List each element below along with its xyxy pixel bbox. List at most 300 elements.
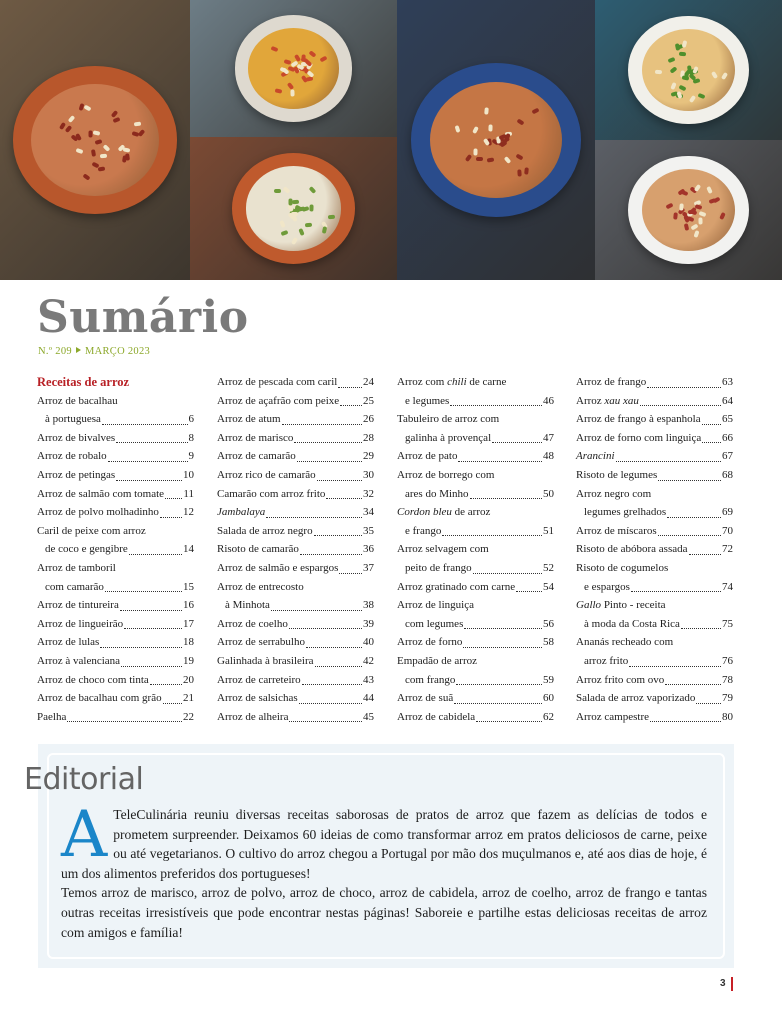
food-speck — [473, 149, 477, 156]
toc-entry-page: 45 — [363, 710, 374, 723]
toc-leader-dots — [458, 461, 542, 462]
toc-entry-label: Tabuleiro de arroz com — [397, 413, 500, 426]
editorial-paragraph-1: TeleCulinária reuniu diversas receitas saborosas de pratos de arroz que fazem as delícias de todos e prometem surpreender. Deixamos 60 ideias de como transformar arroz em pratos deliciosos de carne, peixe ou até vegetarianos. O cultivo do arroz chegou a Portugal por mão dos muçulmanos e, até aos dias de hoje, é um dos alimentos preferidos dos portugueses! — [61, 807, 707, 881]
toc-leader-dots — [282, 424, 362, 425]
toc-entry[interactable] — [37, 522, 194, 541]
toc-entry-page: 38 — [363, 599, 374, 612]
toc-entry-page: 40 — [363, 636, 374, 649]
toc-entry-page: 20 — [183, 673, 194, 686]
toc-entry-label: galinha à provençal — [405, 431, 492, 444]
toc-entry[interactable] — [397, 633, 554, 652]
editorial-heading: Editorial — [24, 762, 144, 797]
toc-entry-label: Arroz de serrabulho — [217, 636, 305, 649]
toc-entry-label: de coco e gengibre — [45, 543, 128, 556]
food-speck — [291, 212, 298, 216]
toc-entry[interactable] — [576, 485, 733, 504]
toc-entry-page: 47 — [543, 431, 554, 444]
toc-entry-label: Risoto de camarão — [217, 543, 299, 556]
food-speck — [274, 189, 281, 193]
toc-entry-page: 79 — [722, 692, 733, 705]
toc-leader-dots — [702, 442, 721, 443]
toc-entry[interactable] — [37, 708, 194, 727]
toc-entry-label: Ananás recheado com — [576, 636, 674, 649]
toc-leader-dots — [442, 535, 542, 536]
toc-entry[interactable] — [397, 392, 554, 411]
toc-entry[interactable] — [217, 578, 374, 597]
toc-leader-dots — [129, 554, 182, 555]
toc-entry-label: Empadão de arroz — [397, 654, 478, 667]
toc-entry[interactable] — [397, 373, 554, 392]
toc-entry[interactable] — [397, 578, 554, 597]
toc-entry-page: 15 — [183, 580, 194, 593]
toc-entry-page: 62 — [543, 710, 554, 723]
toc-entry[interactable] — [37, 671, 194, 690]
toc-entry[interactable] — [576, 429, 733, 448]
toc-leader-dots — [476, 721, 542, 722]
toc-entry-label: Arroz de suã — [397, 692, 454, 705]
toc-leader-dots — [665, 684, 721, 685]
issue-date: MARÇO 2023 — [84, 346, 151, 357]
toc-entry[interactable] — [217, 429, 374, 448]
toc-entry[interactable] — [397, 540, 554, 559]
toc-entry[interactable] — [397, 429, 554, 448]
toc-entry-label: Caril de peixe com arroz — [37, 524, 146, 537]
toc-entry[interactable] — [576, 392, 733, 411]
toc-entry-label: Arroz selvagem com — [397, 543, 489, 556]
editorial-body — [61, 798, 707, 942]
toc-entry[interactable] — [217, 671, 374, 690]
toc-leader-dots — [116, 480, 182, 481]
toc-leader-dots — [315, 666, 362, 667]
toc-entry[interactable] — [576, 522, 733, 541]
food-speck — [100, 154, 107, 158]
toc-entry-page: 10 — [183, 468, 194, 481]
toc-entry-page: 56 — [543, 617, 554, 630]
toc-entry[interactable] — [217, 466, 374, 485]
toc-entry[interactable] — [217, 485, 374, 504]
toc-entry-label: Arroz de robalo — [37, 450, 107, 463]
issue-number: N.º 209 — [38, 346, 72, 357]
toc-entry[interactable] — [576, 410, 733, 429]
toc-entry-label: Arroz de pescada com caril — [217, 376, 338, 388]
toc-entry-page: 35 — [363, 524, 374, 537]
toc-entry-label: Paelha — [37, 710, 67, 723]
toc-entry[interactable] — [576, 596, 733, 615]
toc-entry[interactable] — [37, 540, 194, 559]
photo-baked-rice — [397, 0, 595, 280]
toc-entry-page: 46 — [543, 394, 554, 407]
toc-leader-dots — [163, 703, 182, 704]
toc-entry-label: Arroz de cabidela — [397, 710, 476, 723]
toc-leader-dots — [160, 517, 182, 518]
toc-entry-label: Arroz de borrego com — [397, 468, 495, 481]
toc-entry-label: Jambalaya — [217, 506, 266, 519]
toc-entry[interactable] — [397, 447, 554, 466]
toc-entry-label: Arroz de salmão e espargos — [217, 561, 339, 574]
toc-entry-page: 11 — [183, 487, 194, 500]
toc-entry[interactable] — [217, 559, 374, 578]
toc-entry[interactable] — [37, 392, 194, 411]
food-speck — [681, 75, 689, 80]
toc-leader-dots — [340, 405, 362, 406]
toc-entry[interactable] — [397, 708, 554, 727]
toc-column-3 — [397, 373, 554, 726]
toc-entry-page: 42 — [363, 654, 374, 667]
toc-leader-dots — [450, 405, 542, 406]
toc-entry-label: Cordon bleu de arroz — [397, 506, 491, 519]
toc-entry-label: Arroz de pato — [397, 450, 458, 463]
toc-leader-dots — [647, 387, 721, 388]
toc-entry-page: 30 — [363, 468, 374, 481]
toc-entry-label: Arroz de petingas — [37, 468, 116, 481]
toc-entry-label: Galinhada à brasileira — [217, 654, 314, 667]
toc-entry-label: e frango — [405, 524, 442, 537]
toc-entry-label: ares do Minho — [405, 487, 469, 500]
toc-entry-label: Arroz de alheira — [217, 710, 289, 723]
toc-leader-dots — [473, 573, 542, 574]
toc-leader-dots — [629, 666, 721, 667]
food-speck — [699, 217, 703, 224]
toc-entry-label: à portuguesa — [45, 413, 101, 426]
toc-entry[interactable] — [217, 540, 374, 559]
toc-entry[interactable] — [217, 615, 374, 634]
toc-entry[interactable] — [37, 689, 194, 708]
toc-leader-dots — [102, 424, 188, 425]
toc-leader-dots — [294, 442, 362, 443]
toc-entry[interactable] — [576, 578, 733, 597]
toc-entry[interactable] — [217, 392, 374, 411]
toc-entry-page: 63 — [722, 376, 733, 388]
toc-entry-page: 67 — [722, 450, 733, 463]
toc-entry-page: 72 — [722, 543, 733, 556]
toc-entry[interactable] — [397, 671, 554, 690]
food-speck — [274, 88, 282, 93]
toc-leader-dots — [516, 591, 542, 592]
toc-entry-label: Arroz de bacalhau com grão — [37, 692, 162, 705]
toc-entry-label: Arroz rico de camarão — [217, 468, 316, 481]
toc-entry[interactable] — [37, 596, 194, 615]
toc-entry-page: 12 — [183, 506, 194, 519]
toc-entry-page: 48 — [543, 450, 554, 463]
toc-entry[interactable] — [576, 373, 733, 392]
toc-entry[interactable] — [37, 615, 194, 634]
toc-entry-page: 39 — [363, 617, 374, 630]
toc-entry[interactable] — [576, 559, 733, 578]
toc-entry-page: 50 — [543, 487, 554, 500]
toc-entry[interactable] — [217, 596, 374, 615]
toc-entry[interactable] — [217, 503, 374, 522]
toc-leader-dots — [492, 442, 542, 443]
toc-entry-page: 8 — [188, 431, 194, 444]
toc-entry-label: Arroz de lingueirão — [37, 617, 124, 630]
toc-entry-label: Arroz de forno — [397, 636, 463, 649]
toc-leader-dots — [165, 498, 182, 499]
toc-entry[interactable] — [397, 466, 554, 485]
toc-entry-page: 52 — [543, 561, 554, 574]
toc-entry-label: Arroz de forno com linguiça — [576, 431, 702, 444]
toc-leader-dots — [300, 554, 362, 555]
toc-leader-dots — [339, 573, 362, 574]
toc-entry[interactable] — [217, 447, 374, 466]
toc-entry-page: 78 — [722, 673, 733, 686]
toc-entry-label: arroz frito — [584, 654, 629, 667]
food-speck — [327, 214, 334, 218]
toc-entry[interactable] — [576, 503, 733, 522]
toc-leader-dots — [326, 498, 362, 499]
toc-entry-label: Arroz xau xau — [576, 394, 639, 407]
toc-leader-dots — [681, 628, 721, 629]
toc-entry[interactable] — [217, 410, 374, 429]
toc-leader-dots — [108, 461, 188, 462]
toc-entry-label: Camarão com arroz frito — [217, 487, 326, 500]
toc-entry-label: Arroz de bacalhau — [37, 394, 118, 407]
toc-entry-label: à moda da Costa Rica — [584, 617, 680, 630]
toc-entry[interactable] — [397, 485, 554, 504]
toc-entry-label: Gallo Pinto - receita — [576, 599, 666, 612]
toc-leader-dots — [116, 442, 187, 443]
toc-leader-dots — [454, 703, 542, 704]
toc-entry[interactable] — [37, 485, 194, 504]
issue-line — [38, 346, 150, 357]
toc-leader-dots — [658, 480, 721, 481]
food-speck — [476, 157, 483, 161]
toc-leader-dots — [306, 647, 362, 648]
toc-entry-page: 59 — [543, 673, 554, 686]
food-speck — [487, 157, 495, 162]
toc-entry-label: peito de frango — [405, 561, 472, 574]
toc-entry-label: e legumes — [405, 394, 450, 407]
toc-entry-page: 28 — [363, 431, 374, 444]
toc-entry[interactable] — [217, 652, 374, 671]
photo-collage — [0, 0, 782, 280]
toc-entry-label: Arroz gratinado com carne — [397, 580, 516, 593]
toc-entry[interactable] — [37, 503, 194, 522]
toc-entry-label: Arroz frito com ovo — [576, 673, 665, 686]
toc-entry-label: Arroz de polvo molhadinho — [37, 506, 159, 519]
toc-leader-dots — [100, 647, 182, 648]
toc-entry[interactable] — [397, 503, 554, 522]
editorial-paragraph-2: Temos arroz de marisco, arroz de polvo, arroz de choco, arroz de cabidela, arroz de coelho, arroz de frango e tantas outras receitas irresistíveis que pode encontrar nestas páginas! Saboreie e partilhe estas deliciosas receitas de arroz com amigos e família! — [61, 885, 707, 940]
toc-entry[interactable] — [217, 633, 374, 652]
toc-entry-label: legumes grelhados — [584, 506, 667, 519]
toc-entry-label: Arancini — [576, 450, 615, 463]
toc-entry[interactable] — [397, 652, 554, 671]
toc-leader-dots — [658, 535, 721, 536]
toc-entry-page: 54 — [543, 580, 554, 593]
toc-entry-page: 29 — [363, 450, 374, 463]
toc-entry-page: 76 — [722, 654, 733, 667]
toc-entry[interactable] — [37, 578, 194, 597]
food-speck — [655, 69, 662, 73]
toc-entry-label: Arroz à valenciana — [37, 654, 121, 667]
toc-entry-page: 16 — [183, 599, 194, 612]
toc-entry[interactable] — [576, 447, 733, 466]
toc-entry-page: 24 — [363, 376, 374, 388]
toc-entry-label: Arroz de entrecosto — [217, 580, 304, 593]
toc-entry[interactable] — [37, 447, 194, 466]
food-speck — [488, 125, 492, 132]
toc-entry-page: 44 — [363, 692, 374, 705]
toc-entry-label: Arroz de míscaros — [576, 524, 657, 537]
toc-entry[interactable] — [37, 652, 194, 671]
photo-sausage-rice — [595, 140, 782, 280]
toc-entry-label: Arroz de linguiça — [397, 599, 474, 612]
page-number-bar — [731, 977, 733, 991]
toc-leader-dots — [640, 405, 721, 406]
toc-entry-label: Arroz campestre — [576, 710, 649, 723]
toc-leader-dots — [338, 387, 362, 388]
photo-shrimp-paella — [190, 0, 397, 137]
toc-leader-dots — [124, 628, 182, 629]
toc-leader-dots — [470, 498, 542, 499]
toc-entry-page: 18 — [183, 636, 194, 649]
toc-entry-label: Arroz de frango à espanhola — [576, 413, 701, 426]
toc-entry-label: Risoto de abóbora assada — [576, 543, 688, 556]
toc-entry[interactable] — [576, 633, 733, 652]
toc-entry[interactable] — [37, 466, 194, 485]
toc-entry-label: Arroz de carreteiro — [217, 673, 301, 686]
toc-entry[interactable] — [576, 652, 733, 671]
toc-leader-dots — [150, 684, 182, 685]
toc-entry[interactable] — [397, 689, 554, 708]
toc-leader-dots — [67, 721, 182, 722]
toc-entry-page: 14 — [183, 543, 194, 556]
toc-entry-page: 25 — [363, 394, 374, 407]
toc-leader-dots — [650, 721, 721, 722]
toc-entry-page: 26 — [363, 413, 374, 426]
toc-entry[interactable] — [576, 708, 733, 727]
toc-leader-dots — [696, 703, 721, 704]
toc-leader-dots — [266, 517, 362, 518]
toc-entry[interactable] — [397, 410, 554, 429]
toc-entry-page: 51 — [543, 524, 554, 537]
toc-entry-page: 64 — [722, 394, 733, 407]
editorial-dropcap: A — [61, 798, 108, 872]
toc-entry[interactable] — [576, 671, 733, 690]
toc-leader-dots — [289, 628, 362, 629]
toc-entry-page: 58 — [543, 636, 554, 649]
food-speck — [290, 89, 294, 96]
toc-leader-dots — [105, 591, 182, 592]
toc-leader-dots — [463, 647, 542, 648]
toc-entry-label: Arroz de camarão — [217, 450, 296, 463]
toc-entry-label: com frango — [405, 673, 456, 686]
toc-entry-page: 34 — [363, 506, 374, 519]
toc-entry-label: Salada de arroz negro — [217, 524, 313, 537]
toc-entry-page: 21 — [183, 692, 194, 705]
toc-entry[interactable] — [397, 559, 554, 578]
toc-entry-label: com legumes — [405, 617, 464, 630]
triangle-separator-icon — [76, 347, 81, 353]
toc-entry-label: Arroz de açafrão com peixe — [217, 394, 340, 407]
toc-entry[interactable] — [37, 429, 194, 448]
toc-entry-label: Arroz de salmão com tomate — [37, 487, 165, 500]
toc-entry-page: 65 — [722, 413, 733, 426]
toc-leader-dots — [121, 666, 182, 667]
toc-leader-dots — [702, 424, 721, 425]
toc-entry[interactable] — [37, 410, 194, 429]
toc-entry-label: Risoto de legumes — [576, 468, 658, 481]
page-title: Sumário — [37, 292, 249, 343]
toc-entry[interactable] — [576, 615, 733, 634]
toc-entry-label: Arroz de tintureira — [37, 599, 119, 612]
food-speck — [683, 223, 688, 231]
toc-column-4 — [576, 373, 733, 726]
toc-entry-label: Arroz negro com — [576, 487, 652, 500]
toc-entry-label: Salada de arroz vaporizado — [576, 692, 696, 705]
toc-entry[interactable] — [576, 689, 733, 708]
toc-leader-dots — [456, 684, 542, 685]
toc-heading: Receitas de arroz — [37, 375, 130, 389]
toc-leader-dots — [616, 461, 722, 462]
toc-leader-dots — [120, 610, 182, 611]
toc-entry[interactable] — [37, 633, 194, 652]
toc-entry-page: 66 — [722, 431, 733, 444]
toc-entry[interactable] — [217, 373, 374, 392]
toc-entry-label: Arroz de choco com tinta — [37, 673, 149, 686]
toc-entry[interactable] — [576, 466, 733, 485]
toc-entry[interactable] — [217, 522, 374, 541]
toc-column-2 — [217, 373, 374, 726]
toc-entry[interactable] — [217, 689, 374, 708]
toc-entry-label: Arroz de atum — [217, 413, 281, 426]
toc-entry[interactable] — [397, 596, 554, 615]
toc-leader-dots — [297, 461, 362, 462]
toc-entry-label: Arroz de tamboril — [37, 561, 116, 574]
toc-entry-page: 36 — [363, 543, 374, 556]
toc-entry-label: Arroz de coelho — [217, 617, 288, 630]
toc-entry[interactable] — [217, 708, 374, 727]
food-speck — [122, 147, 130, 152]
photo-pea-rice — [595, 0, 782, 140]
toc-leader-dots — [314, 535, 362, 536]
toc-leader-dots — [289, 721, 362, 722]
toc-entry-page: 60 — [543, 692, 554, 705]
toc-entry-page: 17 — [183, 617, 194, 630]
toc-entry[interactable] — [397, 615, 554, 634]
toc-leader-dots — [689, 554, 722, 555]
toc-entry[interactable] — [37, 559, 194, 578]
toc-entry[interactable] — [576, 540, 733, 559]
toc-entry-label: Arroz de marisco — [217, 431, 294, 444]
toc-entry-label: e espargos — [584, 580, 630, 593]
toc-leader-dots — [631, 591, 721, 592]
toc-entry-page: 80 — [722, 710, 733, 723]
toc-entry-page: 69 — [722, 506, 733, 519]
toc-entry-page: 75 — [722, 617, 733, 630]
toc-entry[interactable] — [397, 522, 554, 541]
toc-leader-dots — [464, 628, 542, 629]
photo-squid-rice — [190, 137, 397, 280]
toc-entry-page: 9 — [188, 450, 194, 463]
toc-leader-dots — [271, 610, 362, 611]
food-speck — [309, 205, 313, 212]
toc-entry-page: 68 — [722, 468, 733, 481]
toc-entry-label: à Minhota — [225, 599, 270, 612]
photo-octopus-rice — [0, 0, 190, 280]
toc-entry-page: 19 — [183, 654, 194, 667]
page-number: 3 — [720, 978, 726, 989]
toc-entry-label: Arroz de lulas — [37, 636, 100, 649]
toc-entry-page: 6 — [188, 413, 194, 426]
toc-entry-label: com camarão — [45, 580, 104, 593]
food-speck — [88, 130, 92, 137]
toc-leader-dots — [317, 480, 362, 481]
toc-entry-page: 70 — [722, 524, 733, 537]
toc-leader-dots — [299, 703, 362, 704]
toc-entry-label: Arroz de salsichas — [217, 692, 298, 705]
toc-leader-dots — [302, 684, 362, 685]
